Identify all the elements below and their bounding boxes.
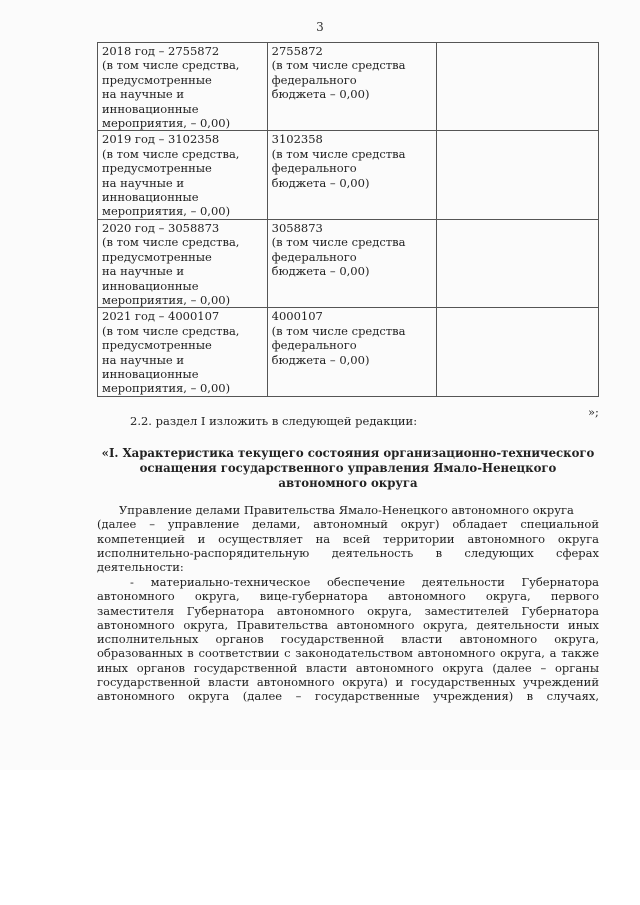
cell-line: мероприятия, – 0,00)	[102, 381, 231, 396]
clause-intro: 2.2. раздел I изложить в следующей редакции:	[130, 414, 418, 428]
paragraph-line: компетенцией и осуществляет на всей территории автономного округа	[97, 531, 599, 546]
paragraph-line: иных органов государственной власти автономного округа (далее – органы	[97, 660, 599, 675]
paragraph-line: Управление делами Правительства Ямало-Ненецкого автономного округа	[119, 503, 574, 517]
paragraph-line: исполнительно-распорядительную деятельность в следующих сферах	[97, 545, 599, 560]
cell-line: (в том числе средства	[271, 235, 406, 250]
cell-line: инновационные	[102, 366, 199, 381]
cell-line: мероприятия, – 0,00)	[102, 204, 231, 219]
cell-line: (в том числе средства,	[102, 58, 240, 73]
table-cell-col1	[98, 43, 268, 131]
cell-line: бюджета – 0,00)	[271, 87, 370, 102]
cell-line: предусмотренные	[102, 338, 212, 353]
paragraph-2	[97, 575, 599, 704]
table-cell-col3	[437, 308, 599, 396]
paragraph-line: автономного округа, вице-губернатора автономного округа, первого	[97, 589, 599, 604]
cell-line: мероприятия, – 0,00)	[102, 116, 231, 131]
table-cell-col1	[98, 131, 268, 219]
cell-line: предусмотренные	[102, 161, 212, 176]
cell-line: (в том числе средства	[271, 323, 406, 338]
cell-line: бюджета – 0,00)	[271, 352, 370, 367]
table-cell-col2	[267, 219, 437, 307]
closing-quote-mark: »;	[588, 405, 599, 419]
cell-line: 2755872	[271, 44, 323, 58]
cell-line: 2019 год – 3102358	[102, 132, 220, 147]
paragraph-line: (далее – управление делами, автономный округ) обладает специальной	[97, 517, 599, 532]
cell-line: на научные и	[102, 175, 185, 190]
cell-line: федерального	[271, 249, 357, 264]
cell-line: (в том числе средства	[271, 146, 406, 161]
table-cell-col2	[267, 43, 437, 131]
cell-line: предусмотренные	[102, 249, 212, 264]
section-heading-line: автономного округа	[278, 476, 418, 490]
cell-line: (в том числе средства,	[102, 235, 240, 250]
paragraph-line: исполнительных органов государственной власти автономного округа,	[97, 632, 599, 647]
paragraph-line: автономного округа (далее – государственные учреждения) в случаях,	[97, 689, 599, 704]
page-number: 3	[316, 20, 324, 34]
cell-line: (в том числе средства	[271, 58, 406, 73]
section-heading-line: оснащения государственного управления Ямало-Ненецкого	[139, 461, 557, 475]
cell-line: предусмотренные	[102, 72, 212, 87]
table-row	[98, 131, 599, 219]
cell-line: 3102358	[271, 132, 323, 147]
paragraph-1	[97, 503, 599, 574]
table-row	[98, 219, 599, 307]
cell-line: федерального	[271, 72, 357, 87]
cell-line: 2021 год – 4000107	[102, 309, 220, 324]
cell-line: (в том числе средства,	[102, 146, 240, 161]
section-heading-line: «I. Характеристика текущего состояния организационно-технического	[101, 446, 595, 460]
table-cell-col1	[98, 308, 268, 396]
paragraph-line: автономного округа, Правительства автономного округа, деятельности иных	[97, 617, 599, 632]
funding-table	[97, 42, 599, 397]
cell-line: на научные и	[102, 87, 185, 102]
cell-line: инновационные	[102, 190, 199, 205]
table-row	[98, 43, 599, 131]
cell-line: мероприятия, – 0,00)	[102, 292, 231, 307]
cell-line: бюджета – 0,00)	[271, 175, 370, 190]
cell-line: 2020 год – 3058873	[102, 220, 220, 235]
cell-line: на научные и	[102, 264, 185, 279]
paragraph-line: государственной власти автономного округа) и государственных учреждений	[97, 675, 599, 690]
table-cell-col1	[98, 219, 268, 307]
paragraph-line: деятельности:	[97, 560, 184, 575]
cell-line: бюджета – 0,00)	[271, 264, 370, 279]
table-cell-col3	[437, 219, 599, 307]
table-cell-col3	[437, 131, 599, 219]
cell-line: инновационные	[102, 278, 199, 293]
paragraph-line: заместителя Губернатора автономного округа, заместителей Губернатора	[97, 603, 599, 618]
paragraph-line: - материально-техническое обеспечение деятельности Губернатора	[130, 575, 599, 589]
cell-line: 2018 год – 2755872	[102, 44, 220, 58]
paragraph-line: образованных в соответствии с законодательством автономного округа, а также	[97, 646, 599, 661]
cell-line: 4000107	[271, 309, 323, 324]
table-cell-col3	[437, 43, 599, 131]
table-row	[98, 308, 599, 396]
cell-line: на научные и	[102, 352, 185, 367]
cell-line: 3058873	[271, 220, 323, 235]
table-cell-col2	[267, 308, 437, 396]
table-cell-col2	[267, 131, 437, 219]
cell-line: (в том числе средства,	[102, 323, 240, 338]
section-heading	[97, 446, 599, 491]
cell-line: федерального	[271, 338, 357, 353]
cell-line: федерального	[271, 161, 357, 176]
cell-line: инновационные	[102, 101, 199, 116]
